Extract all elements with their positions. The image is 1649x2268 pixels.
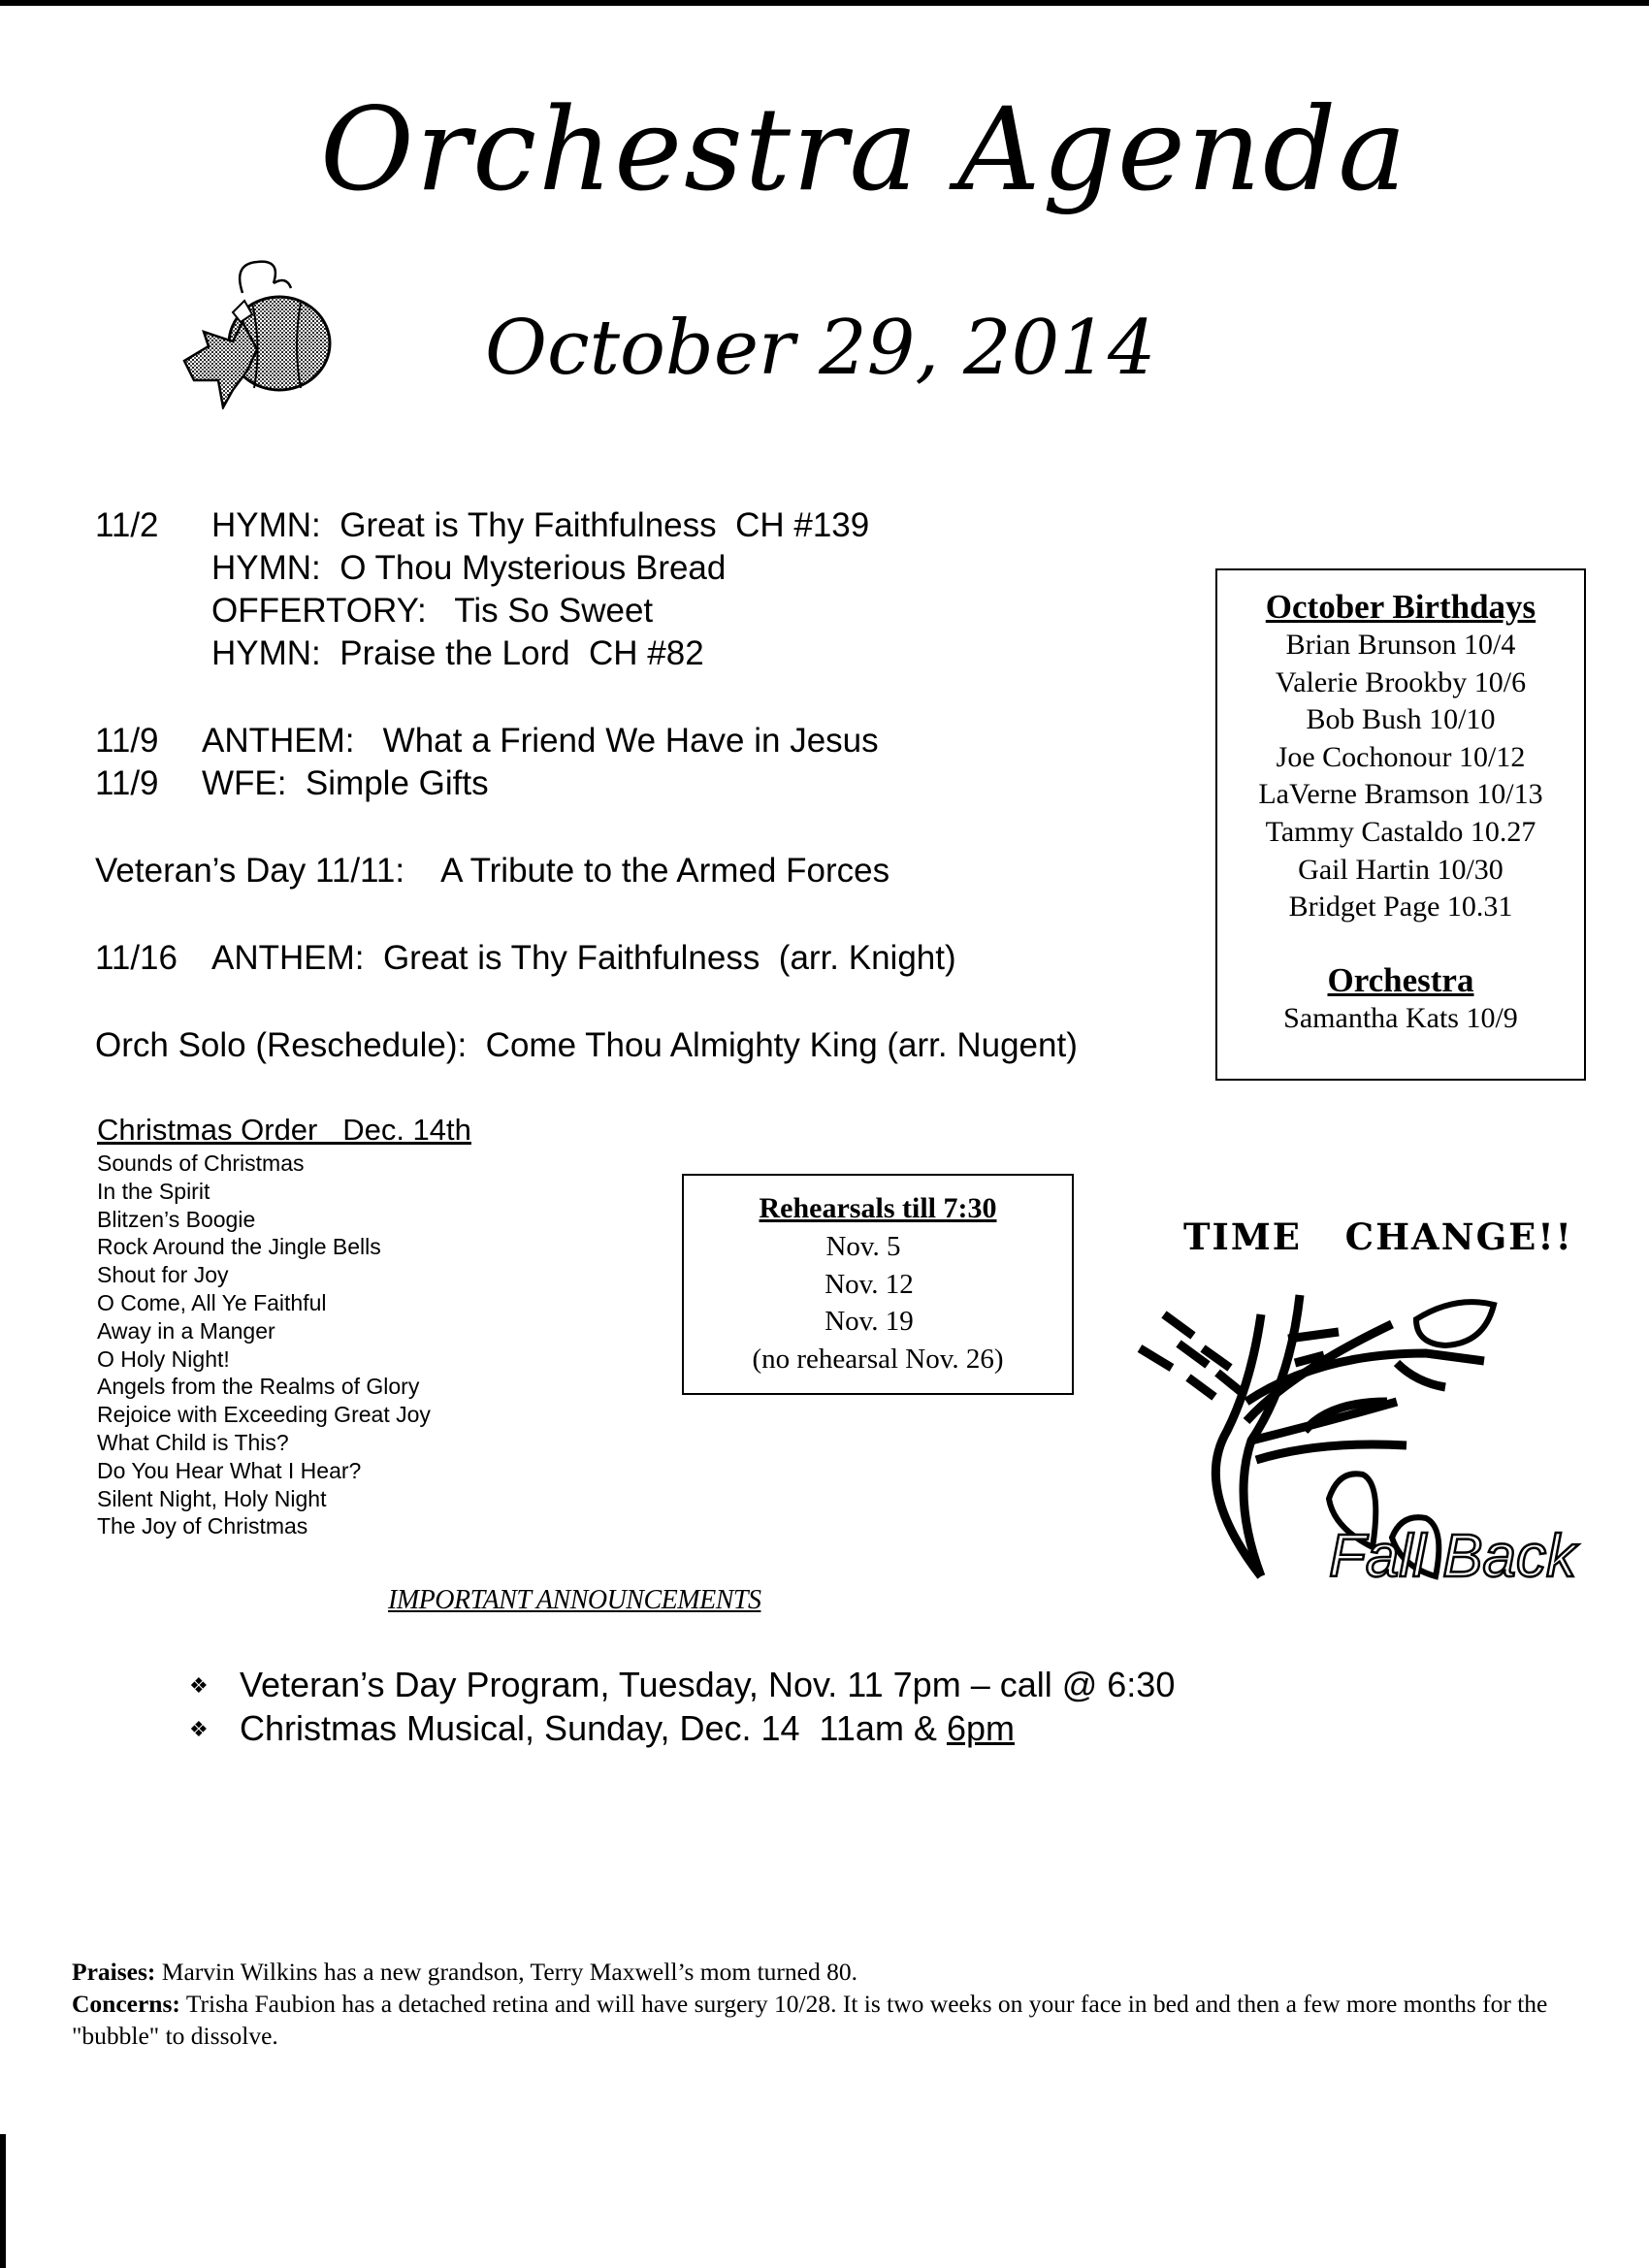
announcements-heading: IMPORTANT ANNOUNCEMENTS — [388, 1585, 761, 1615]
agenda-item-date: 11/16 — [95, 939, 178, 977]
praises-text: Marvin Wilkins has a new grandson, Terry Maxwell’s mom turned 80. — [155, 1958, 857, 1986]
praises-line — [72, 1956, 1624, 1988]
agenda-item-text: WFE: Simple Gifts — [202, 764, 489, 802]
rehearsals-box — [682, 1174, 1074, 1395]
scan-left-edge — [0, 2134, 6, 2268]
page-title: Orchestra Agenda — [320, 82, 1408, 216]
birthday-item: Valerie Brookby 10/6 — [1275, 665, 1527, 698]
agenda-item-date: 11/9 — [95, 722, 159, 760]
announcement-text: Veteran’s Day Program, Tuesday, Nov. 11 7pm – call @ 6:30 — [240, 1665, 1176, 1704]
birthday-item: Bob Bush 10/10 — [1306, 703, 1496, 736]
song-item: Sounds of Christmas — [97, 1150, 305, 1176]
agenda-item-text: ANTHEM: What a Friend We Have in Jesus — [202, 722, 879, 760]
song-item: Shout for Joy — [97, 1262, 229, 1288]
time-change-heading: TIME CHANGE!! — [1183, 1215, 1573, 1258]
song-item: Away in a Manger — [97, 1317, 275, 1344]
rehearsal-date: Nov. 12 — [824, 1268, 914, 1300]
announcement-item — [189, 1707, 1175, 1751]
agenda-item-text: Veteran’s Day 11/11: A Tribute to the Armed Forces — [95, 852, 890, 890]
christmas-order — [97, 1114, 471, 1540]
rehearsal-date: Nov. 5 — [825, 1231, 901, 1262]
diamond-bullet-icon: ❖ — [189, 1717, 209, 1741]
agenda-item-date: 11/9 — [95, 764, 159, 802]
rehearsals-heading: Rehearsals till 7:30 — [759, 1192, 997, 1224]
birthday-item: Joe Cochonour 10/12 — [1276, 740, 1526, 773]
christmas-order-heading: Christmas Order Dec. 14th — [97, 1113, 471, 1147]
song-item: Blitzen’s Boogie — [97, 1206, 256, 1232]
prayer-notes — [72, 1956, 1624, 2052]
fall-back-tree-icon — [1135, 1276, 1591, 1586]
concerns-label: Concerns: — [72, 1990, 180, 2018]
announcement-item — [189, 1664, 1175, 1707]
orchestra-birthdays-heading: Orchestra — [1327, 960, 1474, 999]
birthday-item: Brian Brunson 10/4 — [1285, 629, 1516, 661]
fall-back-text: Fall Back — [1329, 1523, 1576, 1586]
praises-label: Praises: — [72, 1958, 156, 1986]
birthday-item: LaVerne Bramson 10/13 — [1258, 778, 1543, 811]
scan-top-edge — [0, 0, 1649, 6]
birthday-item: Gail Hartin 10/30 — [1298, 853, 1504, 886]
agenda-item-text: HYMN: Great is Thy Faithfulness CH #139 — [211, 506, 870, 544]
concerns-text: Trisha Faubion has a detached retina and will have surgery 10/28. It is two weeks on your face in bed and then a few more months for the "bubble" to dissolve. — [72, 1990, 1548, 2050]
pumpkin-icon — [165, 254, 359, 409]
birthdays-box — [1215, 568, 1586, 1081]
concerns-line — [72, 1988, 1624, 2052]
diamond-bullet-icon: ❖ — [189, 1673, 209, 1698]
announcement-text: Christmas Musical, Sunday, Dec. 14 11am & — [240, 1708, 947, 1748]
song-item: What Child is This? — [97, 1429, 289, 1455]
song-item: Do You Hear What I Hear? — [97, 1457, 362, 1483]
song-item: Rock Around the Jingle Bells — [97, 1234, 381, 1260]
birthday-item: Samantha Kats 10/9 — [1283, 1001, 1518, 1034]
rehearsal-date: (no rehearsal Nov. 26) — [752, 1343, 1004, 1375]
birthday-item: Bridget Page 10.31 — [1288, 891, 1513, 923]
song-item: Silent Night, Holy Night — [97, 1485, 327, 1511]
song-item: In the Spirit — [97, 1178, 210, 1204]
announcement-underlined-time: 6pm — [946, 1708, 1015, 1748]
song-item: O Holy Night! — [97, 1345, 230, 1372]
agenda-item-text: HYMN: O Thou Mysterious Bread — [211, 549, 727, 587]
song-item: Rejoice with Exceeding Great Joy — [97, 1402, 431, 1428]
agenda-item-text: HYMN: Praise the Lord CH #82 — [211, 634, 704, 672]
song-item: Angels from the Realms of Glory — [97, 1374, 420, 1400]
agenda-date: October 29, 2014 — [485, 305, 1156, 392]
song-item: The Joy of Christmas — [97, 1513, 308, 1539]
birthdays-heading: October Birthdays — [1265, 588, 1536, 626]
agenda-item-text: ANTHEM: Great is Thy Faithfulness (arr. Knight) — [211, 939, 956, 977]
agenda-item-date: 11/2 — [95, 506, 159, 544]
announcements-list — [189, 1664, 1175, 1751]
song-item: O Come, All Ye Faithful — [97, 1289, 327, 1315]
agenda-item-text: Orch Solo (Reschedule): Come Thou Almighty King (arr. Nugent) — [95, 1026, 1078, 1064]
rehearsal-date: Nov. 19 — [824, 1306, 914, 1337]
birthday-item: Tammy Castaldo 10.27 — [1265, 815, 1536, 848]
agenda-item-text: OFFERTORY: Tis So Sweet — [211, 592, 654, 630]
